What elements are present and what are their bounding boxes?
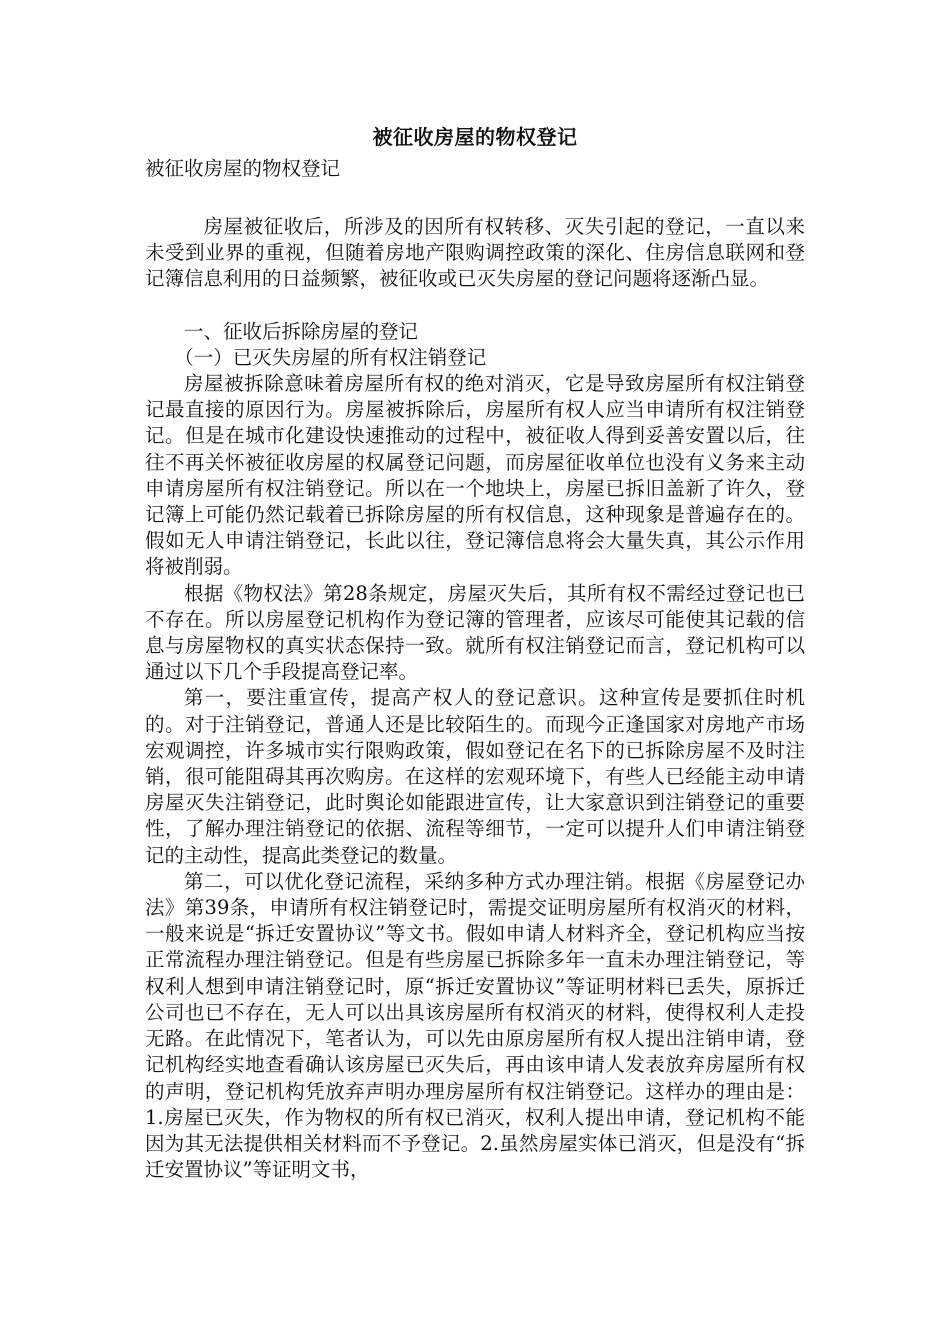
section-heading: 一、征收后拆除房屋的登记 <box>184 319 419 343</box>
subsection-heading: （一）已灭失房屋的所有权注销登记 <box>174 345 487 369</box>
document-page <box>145 118 805 1183</box>
body-paragraph-1: 房屋被拆除意味着房屋所有权的绝对消灭，它是导致房屋所有权注销登记最直接的原因行为。房屋被拆除后，房屋所有权人应当申请所有权注销登记。但是在城市化建设快速推动的过程中，被征收人得到妥善安置以后，往往不再关怀被征收房屋的权属登记问题，而房屋征收单位也没有义务来主动申请房屋所有权注销登记。所以在一个地块上，房屋已拆旧盖新了许久，登记簿上可能仍然记载着已拆除房屋的所有权信息，这种现象是普遍存在的。假如无人申请注销登记，长此以往，登记簿信息将会大量失真，其公示作用将被削弱。 <box>145 372 805 579</box>
intro-paragraph: 房屋被征收后，所涉及的因所有权转移、灭失引起的登记，一直以来未受到业界的重视，但随着房地产限购调控政策的深化、住房信息联网和登记簿信息利用的日益频繁，被征收或已灭失房屋的登记问题将逐渐凸显。 <box>145 215 805 291</box>
body-paragraph-4: 第二，可以优化登记流程，采纳多种方式办理注销。根据《房屋登记办法》第39条，申请所有权注销登记时，需提交证明房屋所有权消灭的材料，一般来说是“拆迁安置协议”等文书。假如申请人材料齐全，登记机构应当按正常流程办理注销登记。但是有些房屋已拆除多年一直未办理注销登记，等权利人想到申请注销登记时，原“拆迁安置协议”等证明材料已丢失，原拆迁公司也已不存在，无人可以出具该房屋所有权消灭的材料，使得权利人走投无路。在此情况下，笔者认为，可以先由原房屋所有权人提出注销申请，登记机构经实地查看确认该房屋已灭失后，再由该申请人发表放弃房屋所有权的声明，登记机构凭放弃声明办理房屋所有权注销登记。这样办的理由是：1.房屋已灭失，作为物权的所有权已消灭，权利人提出申请，登记机构不能因为其无法提供相关材料而不予登记。2.虽然房屋实体已消灭，但是没有“拆迁安置协议”等证明文书， <box>145 869 805 1182</box>
document-title: 被征收房屋的物权登记 <box>372 125 578 149</box>
paragraph-gap <box>145 293 805 319</box>
body-paragraph-3: 第一，要注重宣传，提高产权人的登记意识。这种宣传是要抓住时机的。对于注销登记，普通人还是比较陌生的。而现今正逢国家对房地产市场宏观调控，许多城市实行限购政策，假如登记在名下的已拆除房屋不及时注销，很可能阻碍其再次购房。在这样的宏观环境下，有些人已经能主动申请房屋灭失注销登记，此时舆论如能跟进宣传，让大家意识到注销登记的重要性，了解办理注销登记的依据、流程等细节，一定可以提升人们申请注销登记的主动性，提高此类登记的数量。 <box>145 686 805 867</box>
body-paragraph-2: 根据《物权法》第28条规定，房屋灭失后，其所有权不需经过登记也已不存在。所以房屋登记机构作为登记簿的管理者，应该尽可能使其记载的信息与房屋物权的真实状态保持一致。就所有权注销登记而言，登记机构可以通过以下几个手段提高登记率。 <box>145 581 805 684</box>
document-subtitle: 被征收房屋的物权登记 <box>145 157 341 180</box>
